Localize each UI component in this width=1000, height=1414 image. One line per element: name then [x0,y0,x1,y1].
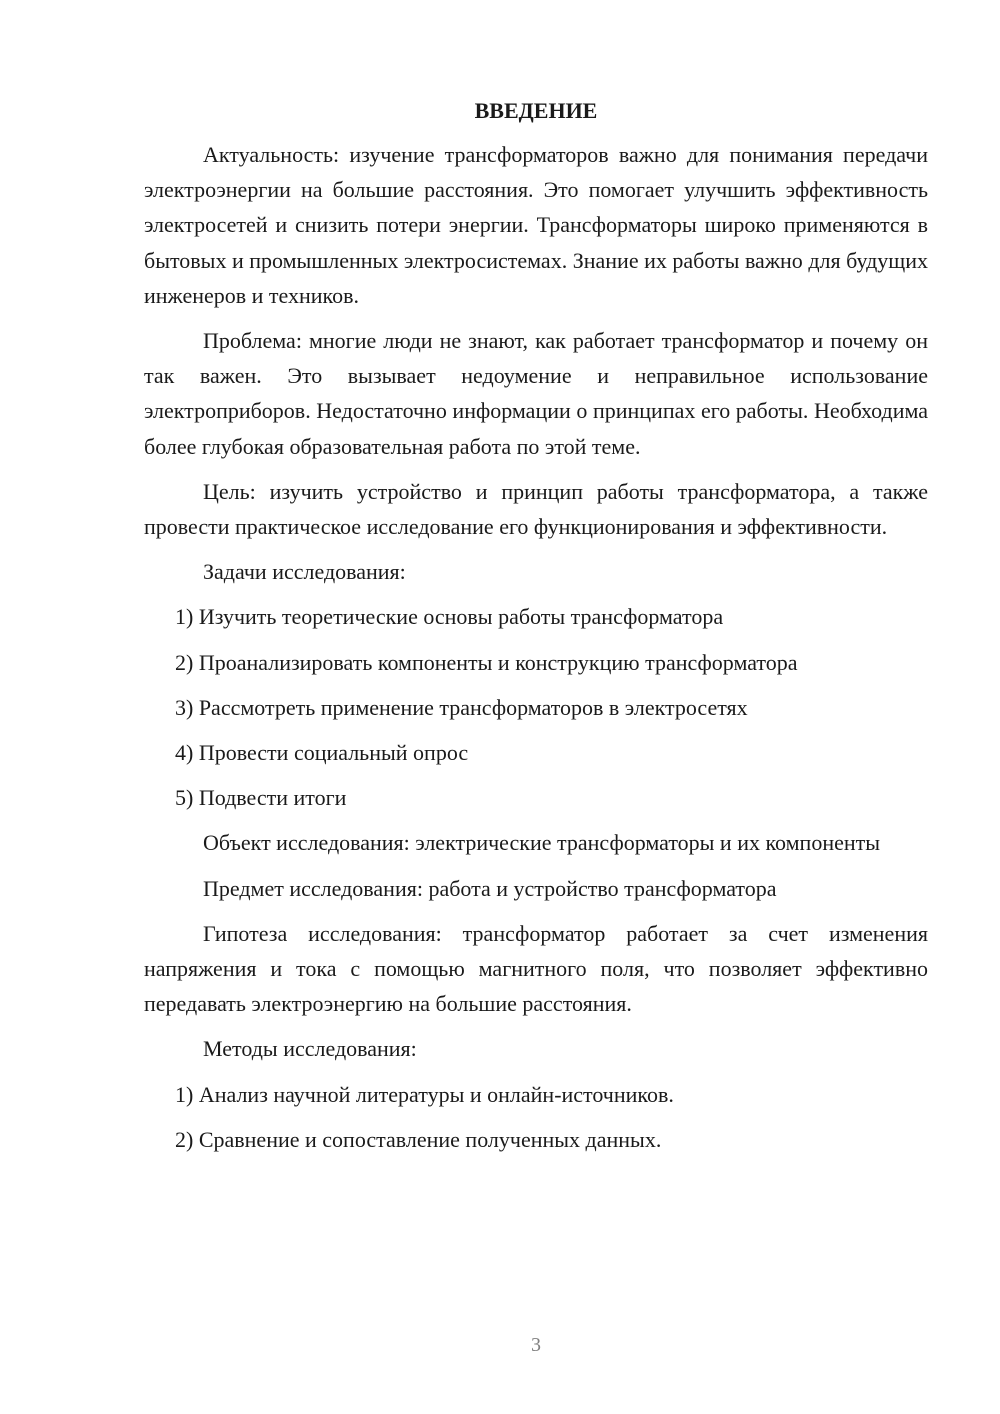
list-item: 2) Проанализировать компоненты и конструкцию трансформатора [175,649,798,675]
list-item: 4) Провести социальный опрос [175,740,469,766]
methods-title: Методы исследования: [203,1036,417,1062]
list-item: 5) Подвести итоги [175,785,347,811]
problem-paragraph: Проблема: многие люди не знают, как работает трансформатор и почему он так важен. Это вызывает недоумение и неправильное использование электроприборов. Недостаточно информации о принципах его работы. Необходима более глубокая образовательная работа по этой теме. [144,328,928,459]
list-item: 1) Изучить теоретические основы работы трансформатора [175,604,724,630]
tasks-title: Задачи исследования: [203,559,406,585]
document-page [144,95,928,1167]
goal-paragraph: Цель: изучить устройство и принцип работы трансформатора, а также провести практическое исследование его функционирования и эффективности. [144,478,928,540]
hypothesis-paragraph: Гипотеза исследования: трансформатор работает за счет изменения напряжения и тока с помощью магнитного поля, что позволяет эффективно передавать электроэнергию на большие расстояния. [144,920,928,1017]
subject-paragraph: Предмет исследования: работа и устройство трансформатора [203,875,777,901]
methods-list [144,1077,928,1157]
section-heading: ВВЕДЕНИЕ [474,98,598,123]
list-item: 2) Сравнение и сопоставление полученных данных. [175,1126,662,1152]
relevance-paragraph: Актуальность: изучение трансформаторов важно для понимания передачи электроэнергии на большие расстояния. Это помогает улучшить эффективность электросетей и снизить потери энергии. Трансформаторы широко применяются в бытовых и промышленных электросистемах. Знание их работы важно для будущих инженеров и техников. [144,142,928,308]
list-item: 3) Рассмотреть применение трансформаторов в электросетях [175,694,748,720]
list-item: 1) Анализ научной литературы и онлайн-источников. [175,1081,674,1107]
page-number: 3 [531,1334,541,1356]
tasks-list [144,599,928,815]
object-paragraph: Объект исследования: электрические трансформаторы и их компоненты [203,830,881,856]
